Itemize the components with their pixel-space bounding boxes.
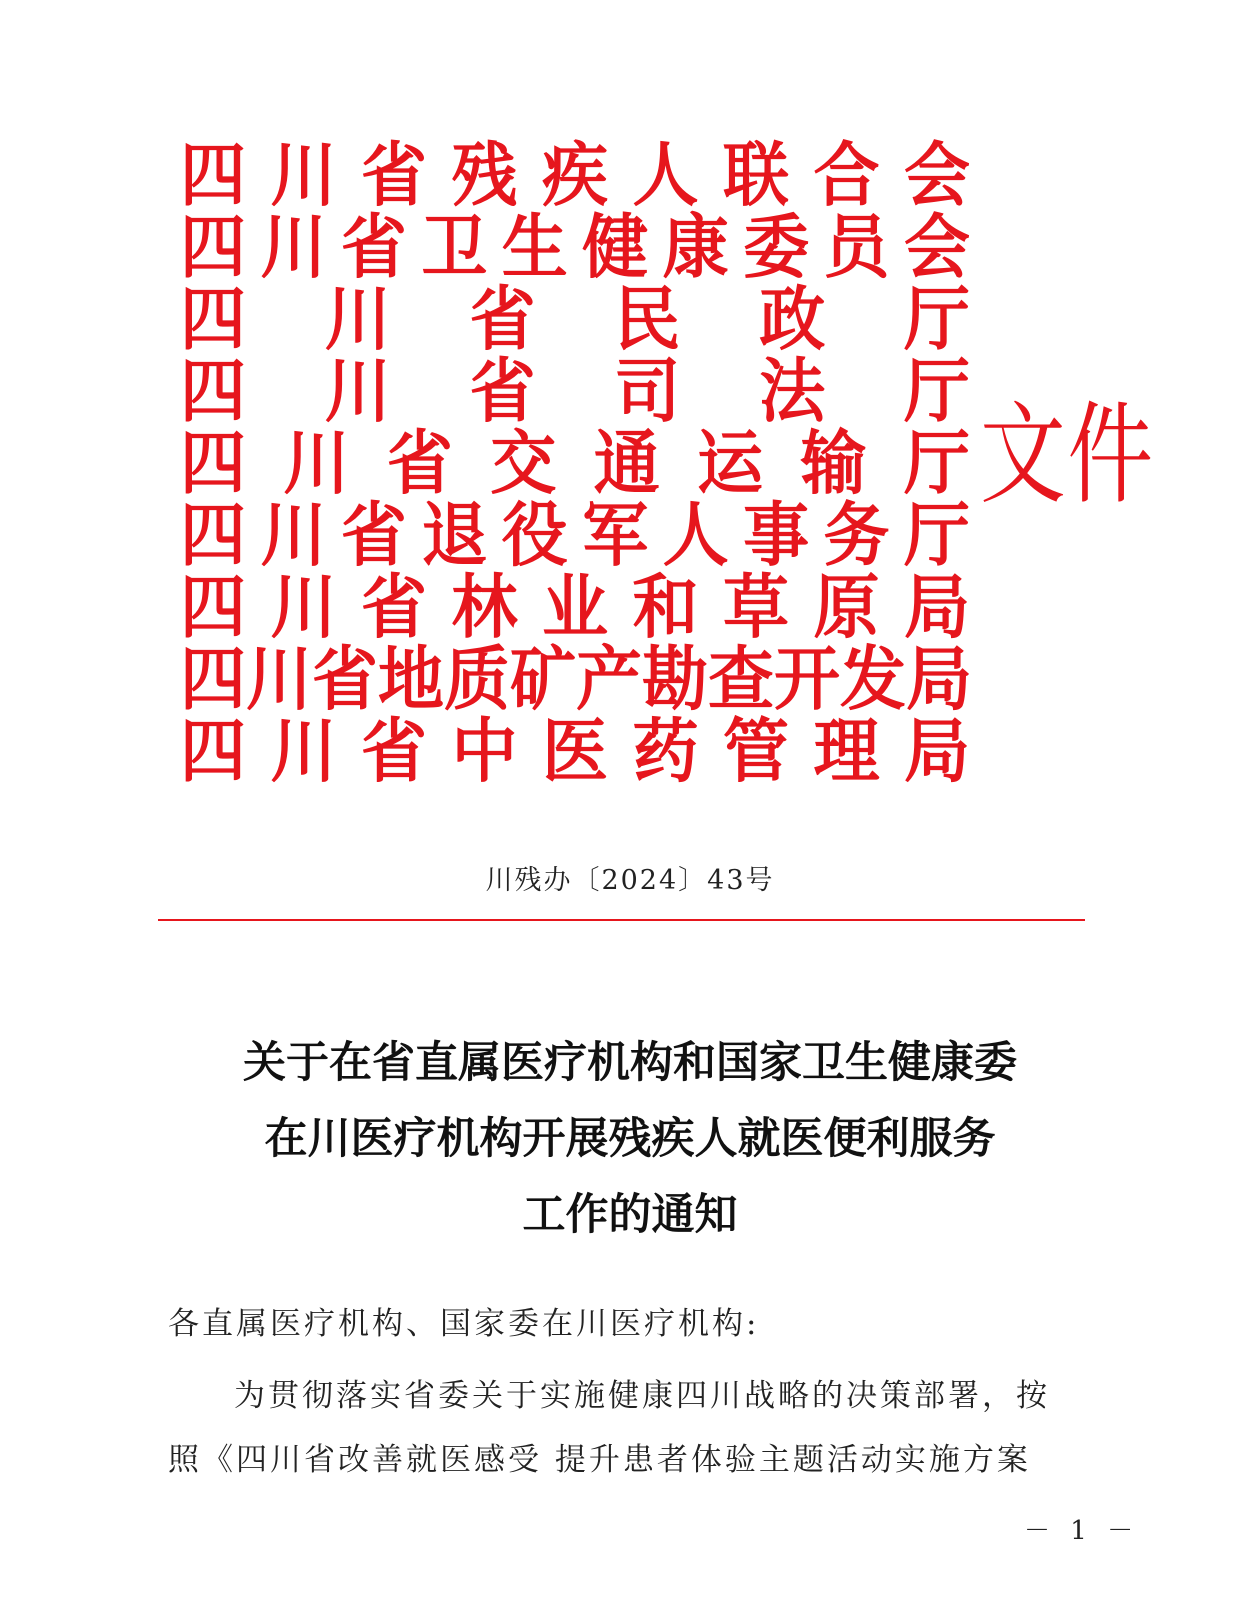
- issuer-char: 林: [451, 567, 518, 648]
- issuer-char: 原: [813, 567, 880, 648]
- document-number: 川残办〔2024〕43号: [485, 865, 775, 896]
- issuer-char: 省: [340, 207, 407, 288]
- issuer-char: 四: [180, 639, 246, 720]
- issuer-line: [180, 711, 970, 792]
- issuer-char: 疾: [542, 135, 608, 216]
- issuer-char: 川: [324, 351, 391, 432]
- issuer-line: [180, 639, 972, 720]
- issuer-char: 司: [614, 351, 681, 432]
- issuer-char: 厅: [903, 351, 970, 432]
- issuer-char: 省: [361, 567, 427, 648]
- issuer-char: 残: [451, 135, 518, 216]
- issuer-char: 省: [361, 711, 427, 792]
- issuer-char: 医: [542, 711, 608, 792]
- issuer-char: 会: [904, 135, 970, 216]
- issuer-char: 省: [340, 495, 407, 576]
- issuer-char: 通: [593, 423, 660, 504]
- issuer-char: 和: [632, 567, 699, 648]
- issuer-line: [180, 567, 970, 648]
- issuer-char: 厅: [903, 279, 970, 360]
- issuer-char: 四: [180, 711, 246, 792]
- issuer-char: 四: [180, 567, 246, 648]
- issuer-char: 会: [903, 207, 970, 288]
- body-line: 照《四川省改善就医感受 提升患者体验主题活动实施方案: [168, 1442, 1031, 1478]
- issuer-char: 草: [723, 567, 789, 648]
- document-title: [0, 1025, 1260, 1253]
- issuer-char: 产: [576, 639, 642, 720]
- issuer-char: 军: [582, 495, 649, 576]
- issuer-char: 委: [743, 207, 810, 288]
- page-number: － 1 －: [1024, 1516, 1140, 1546]
- issuer-char: 事: [743, 495, 810, 576]
- issuer-line: [180, 279, 970, 360]
- issuer-char: 健: [582, 207, 649, 288]
- issuer-char: 药: [632, 711, 699, 792]
- issuer-char: 川: [270, 135, 337, 216]
- issuer-char: 中: [451, 711, 518, 792]
- issuer-char: 役: [501, 495, 568, 576]
- issuer-char: 理: [813, 711, 880, 792]
- issuer-char: 四: [180, 351, 246, 432]
- salutation: 各直属医疗机构、国家委在川医疗机构:: [168, 1306, 760, 1342]
- issuer-char: 查: [708, 639, 774, 720]
- issuer-char: 局: [904, 567, 970, 648]
- issuer-char: 省: [312, 639, 378, 720]
- title-line: 关于在省直属医疗机构和国家卫生健康委: [243, 1038, 1017, 1088]
- issuer-line: [180, 423, 970, 504]
- issuer-char: 省: [469, 279, 536, 360]
- issuer-char: 管: [723, 711, 789, 792]
- red-divider: [158, 919, 1085, 921]
- issuer-char: 民: [614, 279, 681, 360]
- issuer-char: 合: [813, 135, 880, 216]
- issuer-char: 政: [759, 279, 826, 360]
- issuer-char: 运: [697, 423, 764, 504]
- issuer-line: [180, 351, 970, 432]
- issuer-char: 矿: [510, 639, 576, 720]
- issuing-organizations: [180, 135, 972, 792]
- document-label: 文件: [980, 391, 1155, 519]
- issuer-char: 厅: [903, 495, 970, 576]
- issuer-char: 质: [444, 639, 510, 720]
- issuer-char: 四: [180, 495, 246, 576]
- issuer-char: 川: [260, 495, 327, 576]
- issuer-char: 卫: [421, 207, 488, 288]
- issuer-char: 务: [823, 495, 890, 576]
- issuer-char: 省: [361, 135, 427, 216]
- issuer-char: 局: [906, 639, 972, 720]
- issuer-char: 川: [270, 711, 337, 792]
- issuer-char: 川: [246, 639, 312, 720]
- issuer-char: 法: [759, 351, 826, 432]
- issuer-char: 生: [501, 207, 568, 288]
- issuer-char: 人: [662, 495, 729, 576]
- issuer-char: 四: [180, 207, 246, 288]
- issuer-line: [180, 135, 970, 216]
- issuer-char: 省: [469, 351, 536, 432]
- body-paragraph: [168, 1364, 1098, 1492]
- issuer-char: 省: [386, 423, 453, 504]
- issuer-char: 人: [632, 135, 699, 216]
- issuer-char: 局: [904, 711, 970, 792]
- issuer-char: 联: [723, 135, 789, 216]
- issuer-char: 川: [260, 207, 327, 288]
- issuer-char: 川: [270, 567, 337, 648]
- issuer-char: 勘: [642, 639, 708, 720]
- issuer-char: 康: [662, 207, 729, 288]
- issuer-char: 川: [324, 279, 391, 360]
- issuer-char: 厅: [903, 423, 970, 504]
- issuer-char: 员: [823, 207, 890, 288]
- issuer-char: 开: [774, 639, 840, 720]
- issuer-line: [180, 207, 970, 288]
- title-line: 在川医疗机构开展残疾人就医便利服务: [264, 1114, 996, 1164]
- issuer-char: 输: [800, 423, 867, 504]
- issuer-char: 川: [283, 423, 350, 504]
- issuer-char: 四: [180, 279, 246, 360]
- issuer-char: 四: [180, 135, 246, 216]
- issuer-char: 发: [840, 639, 906, 720]
- issuer-char: 四: [180, 423, 246, 504]
- issuer-char: 交: [490, 423, 557, 504]
- body-line: 为贯彻落实省委关于实施健康四川战略的决策部署，按: [234, 1378, 1050, 1414]
- issuer-char: 退: [421, 495, 488, 576]
- issuer-char: 业: [542, 567, 608, 648]
- title-line: 工作的通知: [522, 1190, 738, 1240]
- issuer-char: 地: [378, 639, 444, 720]
- issuer-line: [180, 495, 970, 576]
